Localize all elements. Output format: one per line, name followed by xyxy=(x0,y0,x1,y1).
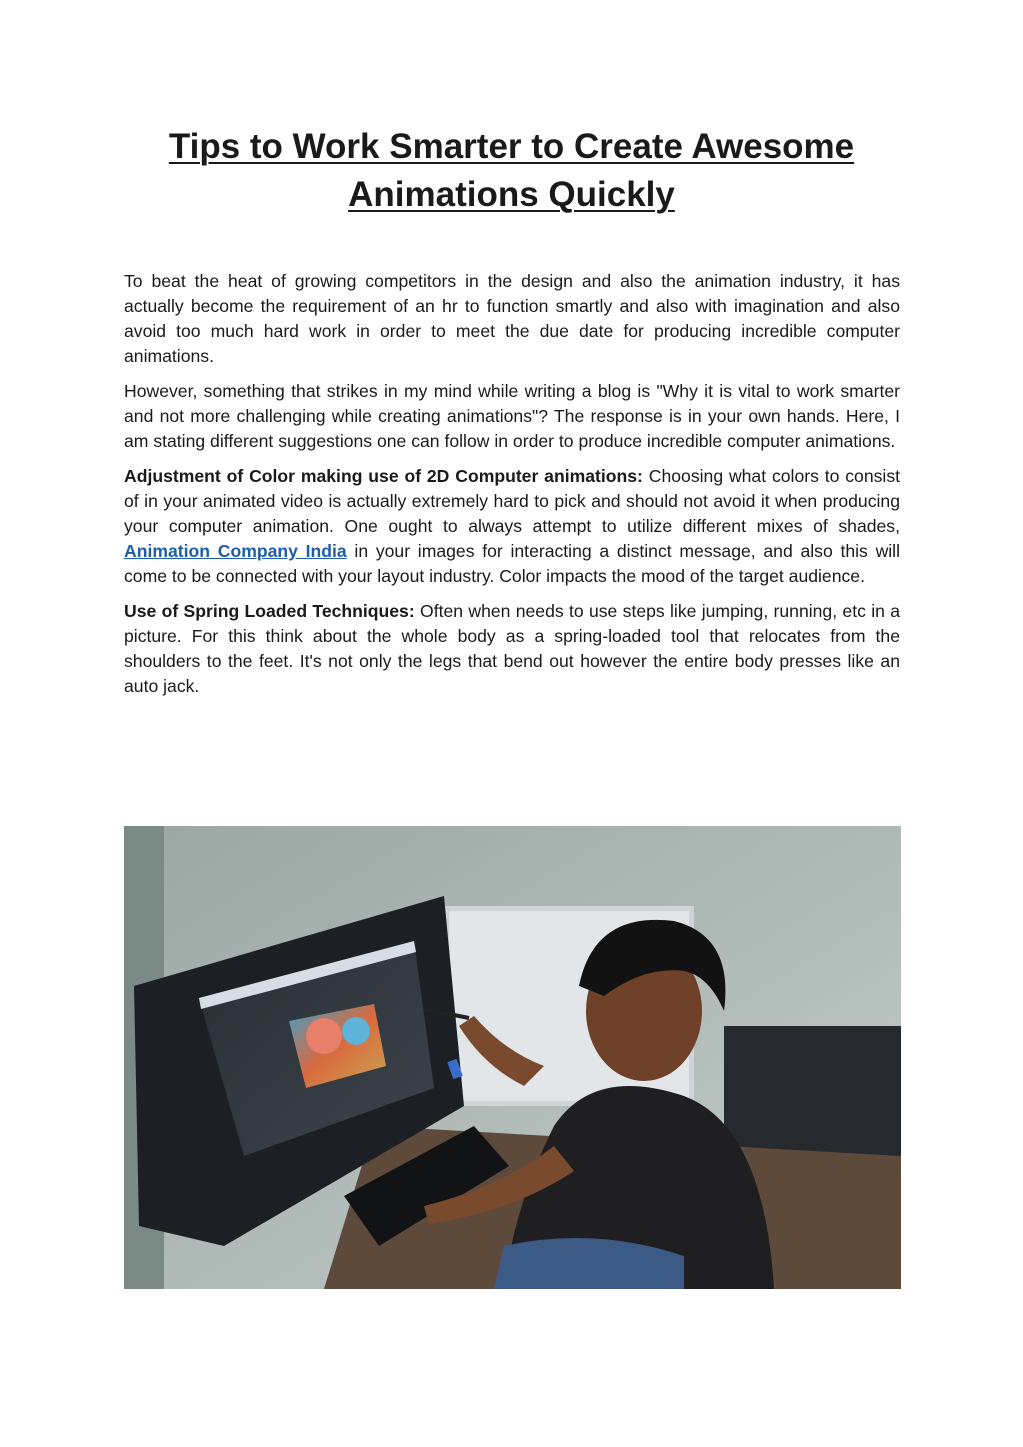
paragraph-color xyxy=(124,464,900,589)
animator-photo xyxy=(124,826,901,1289)
section-heading-spring: Use of Spring Loaded Techniques: xyxy=(124,601,415,621)
paragraph-color-text-1: Choosing what colors to consist of in your animated video is actually extremely hard to pick and should not avoid it when producing your computer animation. One ought to always attempt to utilize different mixes of shades, xyxy=(124,466,901,536)
paragraph-color-text-2: in your images for interacting a distinct message, and also this will come to be connected with your layout industry. Color impacts the mood of the target audience. xyxy=(124,541,900,586)
paragraph-spring xyxy=(124,599,900,699)
article-body xyxy=(124,269,900,709)
animation-company-link[interactable]: Animation Company India xyxy=(124,541,347,561)
section-heading-color: Adjustment of Color making use of 2D Computer animations: xyxy=(124,466,643,486)
paragraph-spring-text: Often when needs to use steps like jumping, running, etc in a picture. For this think about the whole body as a spring-loaded tool that relocates from the shoulders to the feet. It's not only the legs that bend out however the entire body presses like an auto jack. xyxy=(124,601,900,696)
page-title: Tips to Work Smarter to Create Awesome Animations Quickly xyxy=(168,127,855,214)
paragraph-intro: To beat the heat of growing competitors in the design and also the animation industry, it has actually become the requirement of an hr to function smartly and also with imagination and also avoid too much hard work in order to meet the due date for producing incredible computer animations. xyxy=(124,271,900,366)
paragraph-smarter: However, something that strikes in my mind while writing a blog is "Why it is vital to work smarter and not more challenging while creating animations"? The response is in your own hands. Here, I am stating different suggestions one can follow in order to produce incredible computer animations. xyxy=(124,381,900,451)
